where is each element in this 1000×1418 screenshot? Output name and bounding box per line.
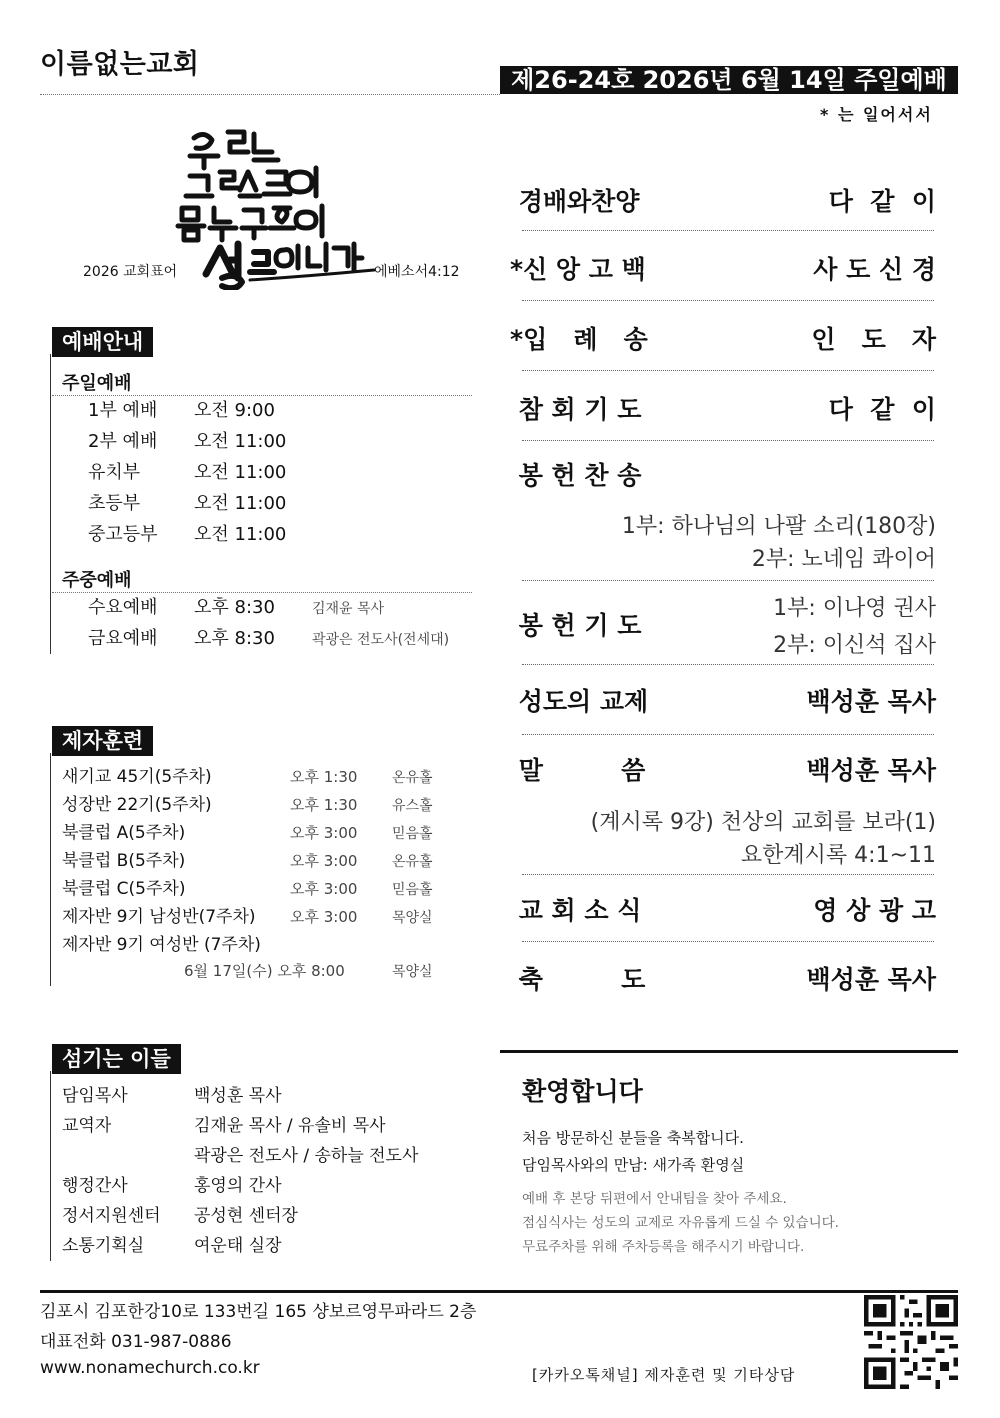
kakao-channel-label: [카카오톡채널] 제자훈련 및 기타상담 bbox=[532, 1366, 796, 1384]
discipleship-row bbox=[62, 819, 433, 847]
order-leader: 영 상 광 고 bbox=[813, 896, 936, 925]
staff-names: 김재윤 목사 / 유솔비 목사 bbox=[194, 1116, 386, 1136]
course-time: 6월 17일(수) 오후 8:00 bbox=[184, 962, 345, 980]
staff-role: 담임목사 bbox=[62, 1086, 128, 1106]
weekday-worship-heading: 주중예배 bbox=[62, 570, 132, 591]
service-time: 오전 11:00 bbox=[194, 524, 287, 545]
order-divider bbox=[522, 440, 934, 441]
sermon-title: (계시록 9강) 천상의 교회를 보라(1) bbox=[590, 810, 936, 835]
sunday-service-row bbox=[88, 426, 312, 457]
church-address: 김포시 김포한강10로 133번길 165 샹보르영무파라드 2층 bbox=[40, 1302, 477, 1322]
staff-row bbox=[62, 1141, 418, 1171]
course-name: 제자반 9기 여성반 (7주차) bbox=[62, 935, 261, 955]
course-name: 새기교 45기(5주차) bbox=[62, 767, 212, 787]
motto-scripture: 에베소서4:12 bbox=[374, 264, 460, 280]
service-time: 오전 9:00 bbox=[194, 400, 275, 421]
servants-bar bbox=[50, 1071, 51, 1261]
course-room: 믿음홀 bbox=[392, 826, 433, 842]
staff-names: 곽광은 전도사 / 송하늘 전도사 bbox=[194, 1146, 419, 1166]
welcome-line: 처음 방문하신 분들을 축복합니다. bbox=[522, 1129, 744, 1147]
course-room: 온유홀 bbox=[392, 770, 433, 786]
worship-guide-bar bbox=[50, 354, 51, 654]
issue-banner: 제26-24호 2026년 6월 14일 주일예배 bbox=[500, 66, 958, 94]
service-name: 초등부 bbox=[88, 493, 141, 514]
course-room: 믿음홀 bbox=[392, 882, 433, 898]
staff-role: 행정간사 bbox=[62, 1176, 128, 1196]
order-leader: 백성훈 목사 bbox=[806, 965, 936, 994]
worship-guide-title: 예배안내 bbox=[52, 327, 153, 357]
staff-role: 교역자 bbox=[62, 1116, 112, 1136]
service-name: 유치부 bbox=[88, 462, 141, 483]
order-item: 경배와찬양 bbox=[510, 187, 640, 216]
service-name: 중고등부 bbox=[88, 524, 158, 545]
course-room: 목양실 bbox=[392, 910, 433, 926]
order-item: 축 도 bbox=[510, 965, 646, 994]
course-room: 온유홀 bbox=[392, 854, 433, 870]
service-name: 2부 예배 bbox=[88, 431, 158, 452]
service-leader: 김재윤 목사 bbox=[312, 601, 385, 617]
church-website[interactable]: www.nonamechurch.co.kr bbox=[40, 1358, 260, 1378]
service-time: 오전 11:00 bbox=[194, 431, 287, 452]
servants-title: 섬기는 이들 bbox=[52, 1044, 181, 1074]
order-divider bbox=[522, 580, 934, 581]
staff-role: 소통기획실 bbox=[62, 1236, 145, 1256]
order-item: 말 씀 bbox=[510, 756, 646, 785]
discipleship-row bbox=[62, 875, 433, 903]
staff-row bbox=[62, 1111, 386, 1141]
staff-names: 여운태 실장 bbox=[194, 1236, 282, 1256]
welcome-line: 담임목사와의 만남: 새가족 환영실 bbox=[522, 1156, 745, 1174]
course-room: 목양실 bbox=[392, 964, 433, 980]
qr-code-icon[interactable] bbox=[864, 1295, 958, 1389]
course-room: 유스홀 bbox=[392, 798, 433, 814]
discipleship-title: 제자훈련 bbox=[52, 726, 153, 756]
discipleship-bar bbox=[50, 753, 51, 986]
church-name: 이름없는교회 bbox=[40, 49, 200, 80]
header-divider bbox=[40, 94, 500, 95]
order-leader: 사 도 신 경 bbox=[813, 255, 936, 284]
staff-role: 정서지원센터 bbox=[62, 1206, 161, 1226]
order-leader: 다 같 이 bbox=[828, 395, 936, 424]
offering-prayer-2: 2부: 이신석 집사 bbox=[773, 633, 936, 658]
course-time: 오후 3:00 bbox=[290, 880, 358, 898]
course-time: 오후 1:30 bbox=[290, 768, 358, 786]
order-divider bbox=[522, 664, 934, 665]
staff-row bbox=[62, 1081, 282, 1111]
order-divider bbox=[522, 230, 934, 231]
discipleship-row bbox=[62, 847, 433, 875]
order-item: 교 회 소 식 bbox=[510, 896, 642, 925]
staff-row bbox=[62, 1231, 282, 1261]
order-item: 참 회 기 도 bbox=[510, 395, 642, 424]
service-name: 금요예배 bbox=[88, 628, 158, 649]
course-name: 북클럽 A(5주차) bbox=[62, 823, 186, 843]
course-time: 오후 3:00 bbox=[290, 908, 358, 926]
course-time: 오후 3:00 bbox=[290, 824, 358, 842]
welcome-title: 환영합니다 bbox=[522, 1077, 643, 1106]
welcome-note: 무료주차를 위해 주차등록을 해주시기 바랍니다. bbox=[522, 1239, 805, 1255]
offering-hymn-1: 1부: 하나님의 나팔 소리(180장) bbox=[621, 514, 936, 539]
order-divider bbox=[522, 370, 934, 371]
order-item: 봉 헌 찬 송 bbox=[510, 461, 642, 490]
footer-divider bbox=[40, 1290, 958, 1293]
order-divider bbox=[522, 941, 934, 942]
course-name: 성장반 22기(5주차) bbox=[62, 795, 212, 815]
sunday-service-row bbox=[88, 457, 312, 488]
order-item: 성도의 교제 bbox=[510, 687, 649, 716]
offering-hymn-2: 2부: 노네임 콰이어 bbox=[751, 547, 936, 572]
sunday-worship-heading: 주일예배 bbox=[62, 373, 132, 394]
welcome-divider bbox=[500, 1050, 958, 1053]
service-leader: 곽광은 전도사(전세대) bbox=[312, 632, 450, 648]
discipleship-row bbox=[62, 931, 261, 959]
church-phone: 대표전화 031-987-0886 bbox=[40, 1332, 232, 1352]
discipleship-row bbox=[62, 903, 433, 931]
staff-row bbox=[62, 1171, 282, 1201]
motto-calligraphy-image bbox=[150, 120, 380, 290]
staff-names: 홍영의 간사 bbox=[194, 1176, 282, 1196]
order-leader: 인 도 자 bbox=[811, 325, 936, 354]
order-item: *입 례 송 bbox=[510, 325, 648, 354]
weekday-service-row bbox=[88, 592, 384, 623]
welcome-note: 점심식사는 성도의 교제로 자유롭게 드실 수 있습니다. bbox=[522, 1215, 839, 1231]
order-leader: 백성훈 목사 bbox=[806, 756, 936, 785]
staff-names: 공성현 센터장 bbox=[194, 1206, 298, 1226]
order-leader: 다 같 이 bbox=[828, 187, 936, 216]
motto-year-label: 2026 교회표어 bbox=[83, 264, 178, 280]
sunday-service-row bbox=[88, 395, 312, 426]
sunday-service-row bbox=[88, 519, 312, 550]
discipleship-row-schedule bbox=[184, 957, 433, 985]
order-divider bbox=[522, 874, 934, 875]
order-divider bbox=[522, 300, 934, 301]
offering-prayer-1: 1부: 이나영 권사 bbox=[773, 596, 936, 621]
motto-calligraphy bbox=[150, 120, 380, 290]
course-name: 북클럽 C(5주차) bbox=[62, 879, 186, 899]
staff-row bbox=[62, 1201, 298, 1231]
weekday-service-row bbox=[88, 623, 449, 654]
service-time: 오후 8:30 bbox=[194, 597, 275, 618]
discipleship-row bbox=[62, 791, 433, 819]
discipleship-row bbox=[62, 763, 433, 791]
service-time: 오전 11:00 bbox=[194, 493, 287, 514]
sermon-text: 요한계시록 4:1~11 bbox=[740, 843, 936, 868]
course-name: 북클럽 B(5주차) bbox=[62, 851, 186, 871]
service-name: 수요예배 bbox=[88, 597, 158, 618]
order-leader: 백성훈 목사 bbox=[806, 687, 936, 716]
course-name: 제자반 9기 남성반(7주차) bbox=[62, 907, 256, 927]
staff-names: 백성훈 목사 bbox=[194, 1086, 282, 1106]
order-item: 봉 헌 기 도 bbox=[510, 611, 642, 640]
service-time: 오전 11:00 bbox=[194, 462, 287, 483]
stand-note: * 는 일어서서 bbox=[820, 105, 933, 124]
welcome-note: 예배 후 본당 뒤편에서 안내팀을 찾아 주세요. bbox=[522, 1191, 787, 1207]
course-time: 오후 3:00 bbox=[290, 852, 358, 870]
order-item: *신 앙 고 백 bbox=[510, 255, 646, 284]
order-divider bbox=[522, 734, 934, 735]
sunday-service-row bbox=[88, 488, 312, 519]
service-name: 1부 예배 bbox=[88, 400, 158, 421]
course-time: 오후 1:30 bbox=[290, 796, 358, 814]
service-time: 오후 8:30 bbox=[194, 628, 275, 649]
